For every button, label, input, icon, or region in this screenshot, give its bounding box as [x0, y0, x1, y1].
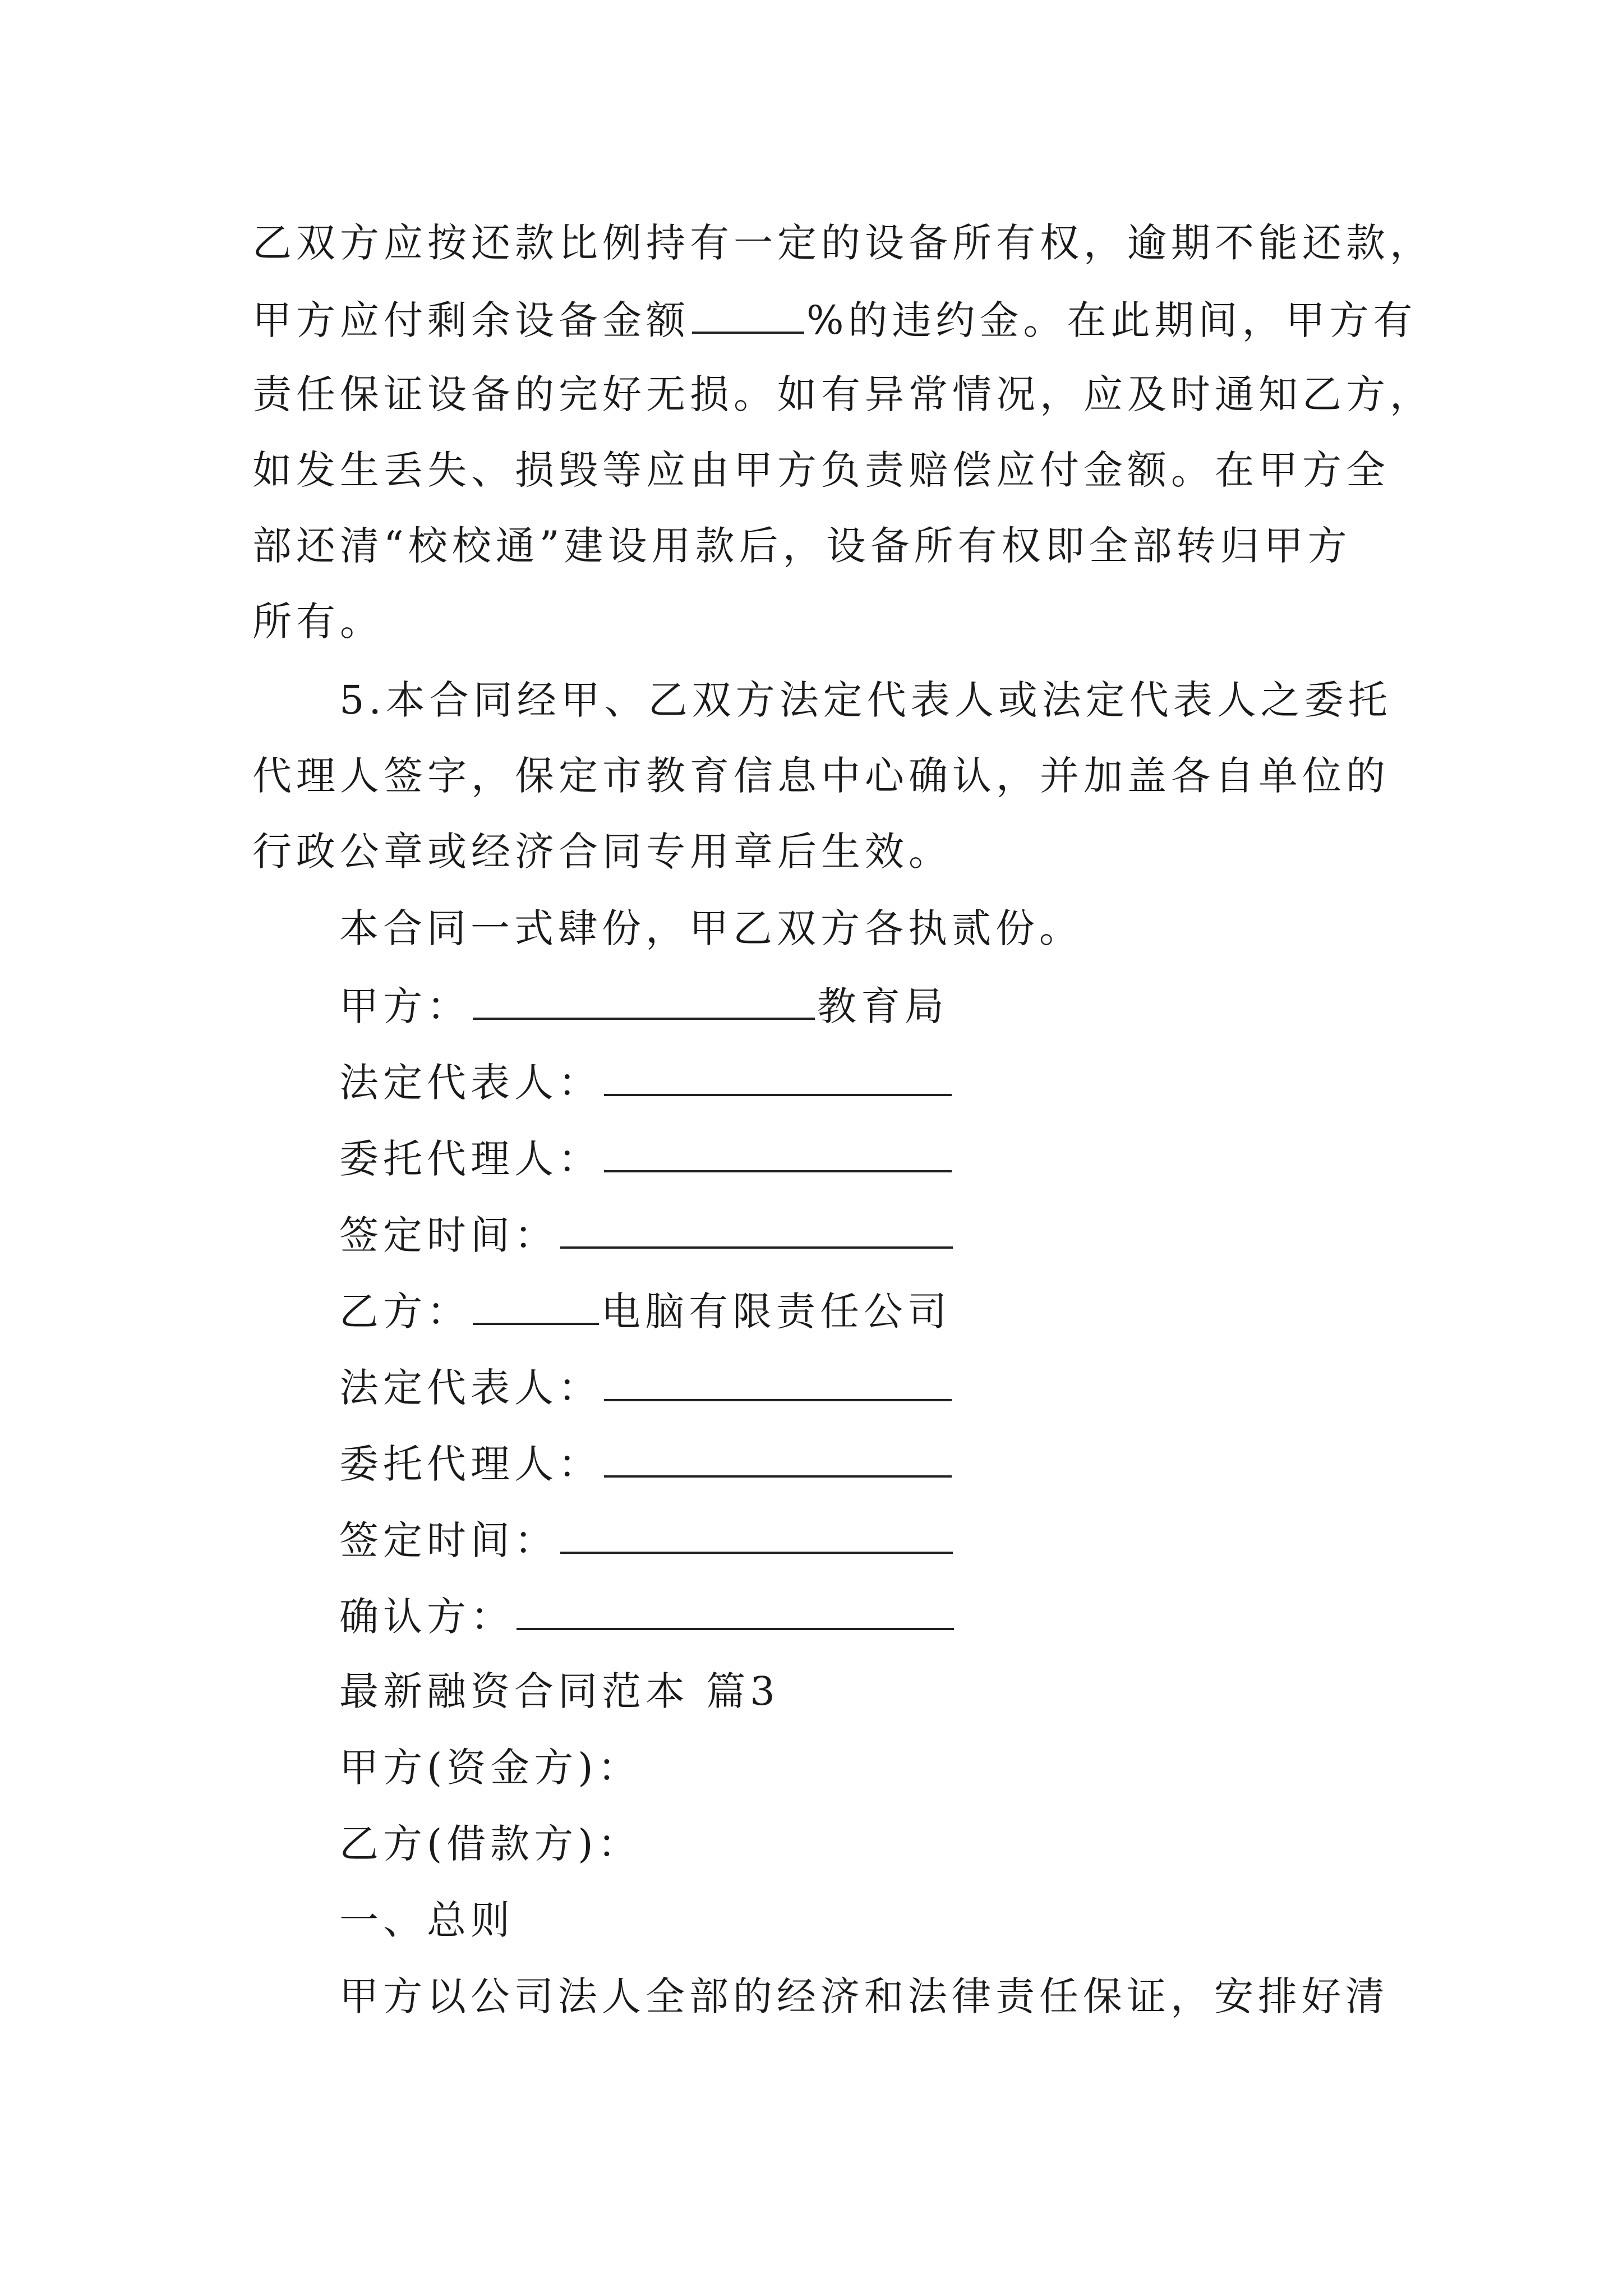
party-b-legal-rep-line — [339, 1365, 954, 1411]
party-a-legal-rep-line — [339, 1060, 954, 1106]
party-a-suffix: 教育局 — [817, 983, 948, 1029]
borrower-line: 乙方(借款方)： — [339, 1821, 642, 1867]
party-a-legal-rep-field[interactable] — [604, 1061, 952, 1096]
section-title: 最新融资合同范本 篇3 — [339, 1668, 780, 1714]
general-heading: 一、总则 — [339, 1897, 514, 1943]
sign-date-label: 签定时间： — [339, 1212, 558, 1258]
confirm-line — [339, 1594, 956, 1640]
text-line: 5.本合同经甲、乙双方法定代表人或法定代表人之委托 — [339, 677, 1392, 723]
agent-label: 委托代理人： — [339, 1441, 602, 1487]
text-line: 乙双方应按还款比例持有一定的设备所有权，逾期不能还款， — [252, 220, 1433, 266]
text-line: 部还清“校校通”建设用款后，设备所有权即全部转归甲方 — [252, 523, 1352, 569]
text-fragment: 甲方应付剩余设备金额 — [252, 297, 690, 343]
text-line: 行政公章或经济合同专用章后生效。 — [252, 829, 952, 875]
party-b-agent-field[interactable] — [604, 1443, 952, 1478]
confirm-field[interactable] — [517, 1595, 954, 1630]
text-line: 代理人签字，保定市教育信息中心确认，并加盖各自单位的 — [252, 753, 1390, 799]
fill-in-blank[interactable] — [692, 299, 804, 334]
party-a-sign-date-line — [339, 1212, 955, 1258]
party-b-name-field[interactable] — [473, 1290, 599, 1325]
party-b-suffix: 电脑有限责任公司 — [601, 1289, 951, 1335]
party-a-agent-line — [339, 1136, 954, 1182]
text-fragment: %的违约金。在此期间，甲方有 — [806, 297, 1417, 343]
agent-label: 委托代理人： — [339, 1136, 602, 1182]
party-b-label: 乙方： — [339, 1289, 471, 1335]
party-a-name-field[interactable] — [473, 985, 815, 1020]
text-line: 如发生丢失、损毁等应由甲方负责赔偿应付金额。在甲方全 — [252, 447, 1390, 493]
party-a-sign-date-field[interactable] — [560, 1214, 953, 1249]
text-line: 责任保证设备的完好无损。如有异常情况，应及时通知乙方， — [252, 371, 1433, 417]
confirm-label: 确认方： — [339, 1594, 514, 1640]
party-a-line — [339, 983, 948, 1029]
party-a-agent-field[interactable] — [604, 1138, 952, 1172]
party-b-agent-line — [339, 1441, 954, 1487]
party-a-label: 甲方： — [339, 983, 471, 1029]
text-line: 甲方以公司法人全部的经济和法律责任保证，安排好清 — [339, 1973, 1389, 2019]
party-b-sign-date-line — [339, 1517, 955, 1563]
party-b-legal-rep-field[interactable] — [604, 1366, 952, 1401]
text-line — [252, 297, 1417, 343]
legal-rep-label: 法定代表人： — [339, 1365, 602, 1411]
party-b-sign-date-field[interactable] — [560, 1519, 953, 1554]
sign-date-label: 签定时间： — [339, 1517, 558, 1563]
party-b-line — [339, 1289, 951, 1335]
copies-statement: 本合同一式肆份，甲乙双方各执贰份。 — [339, 905, 1083, 951]
funder-line: 甲方(资金方)： — [339, 1745, 642, 1791]
legal-rep-label: 法定代表人： — [339, 1060, 602, 1106]
text-line: 所有。 — [252, 599, 384, 645]
